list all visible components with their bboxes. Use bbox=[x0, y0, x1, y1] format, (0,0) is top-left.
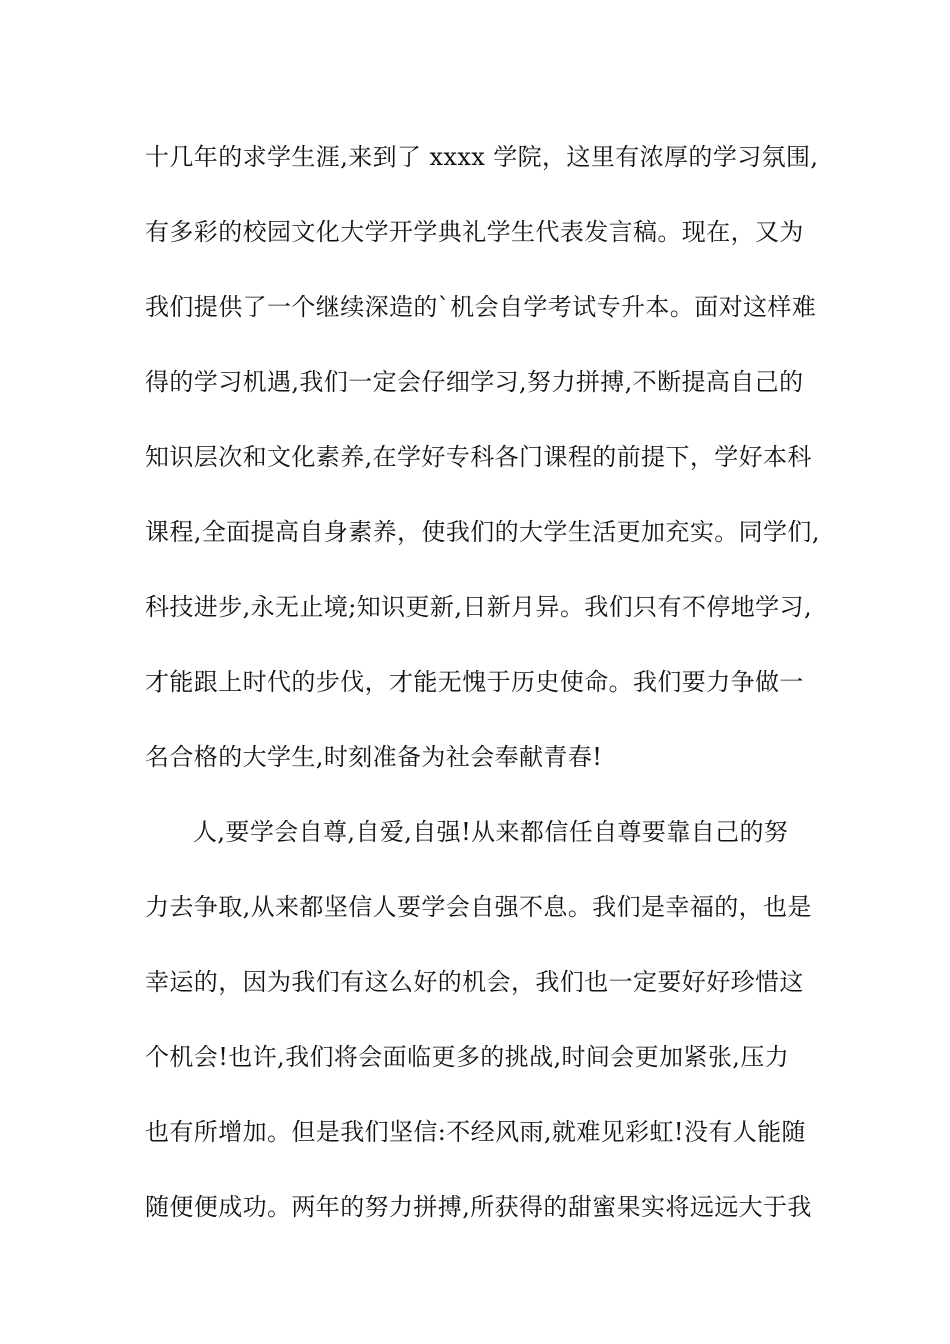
text-line-15: 随便便成功。两年的努力拼搏,所获得的甜蜜果实将远远大于我 bbox=[145, 1193, 812, 1221]
text-line-7: 科技进步,永无止境;知识更新,日新月异。我们只有不停地学习, bbox=[145, 593, 812, 621]
text-line-12: 幸运的，因为我们有这么好的机会，我们也一定要好好珍惜这 bbox=[145, 968, 804, 996]
text-line-14: 也有所增加。但是我们坚信:不经风雨,就难见彩虹!没有人能随 bbox=[145, 1118, 806, 1146]
text-line-9: 名合格的大学生,时刻准备为社会奉献青春! bbox=[145, 743, 603, 771]
text-line-2: 有多彩的校园文化大学开学典礼学生代表发言稿。现在，又为 bbox=[145, 218, 804, 246]
text-line-11: 力去争取,从来都坚信人要学会自强不息。我们是幸福的，也是 bbox=[145, 893, 812, 921]
text-line-8: 才能跟上时代的步伐，才能无愧于历史使命。我们要力争做一 bbox=[145, 668, 804, 696]
text-line-5: 知识层次和文化素养,在学好专科各门课程的前提下，学好本科 bbox=[145, 443, 812, 471]
text-line-1: 十几年的求学生涯,来到了 xxxx 学院，这里有浓厚的学习氛围, bbox=[145, 143, 819, 171]
text-line-4: 得的学习机遇,我们一定会仔细学习,努力拼搏,不断提高自己的 bbox=[145, 368, 804, 396]
text-line-3: 我们提供了一个继续深造的`机会自学考试专升本。面对这样难 bbox=[145, 293, 817, 321]
text-line-6: 课程,全面提高自身素养，使我们的大学生活更加充实。同学们, bbox=[145, 518, 820, 546]
text-line-10: 人,要学会自尊,自爱,自强!从来都信任自尊要靠自己的努 bbox=[193, 818, 789, 846]
text-line-13: 个机会!也许,我们将会面临更多的挑战,时间会更加紧张,压力 bbox=[145, 1043, 790, 1071]
